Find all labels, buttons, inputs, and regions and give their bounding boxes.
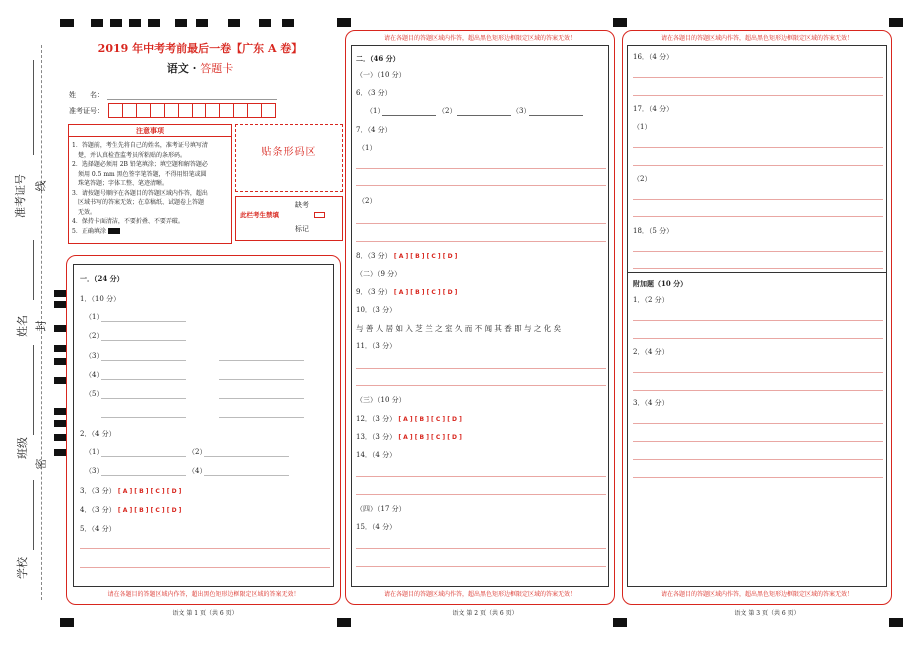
notice-line: 2．选择题必须用 2B 铅笔填涂；填空题和解答题必 <box>72 161 208 168</box>
section-two: 二．（46 分） <box>356 54 400 63</box>
q8-options[interactable]: [ A ] [ B ] [ C ] [ D ] <box>393 253 458 260</box>
reg-mark <box>259 19 271 27</box>
subtitle <box>80 60 320 76</box>
subtitle-subject: 语文 · <box>166 62 201 75</box>
answer-line <box>633 95 883 96</box>
reg-mark <box>54 301 66 308</box>
answer-line <box>219 417 304 418</box>
notice-box <box>68 124 232 244</box>
answer-line <box>356 185 606 186</box>
answer-line <box>633 390 883 391</box>
q4-options[interactable]: [ A ] [ B ] [ C ] [ D ] <box>117 507 182 514</box>
q12: 12．（3 分） [ A ] [ B ] [ C ] [ D ] <box>356 415 462 423</box>
q2: 2．（4 分） <box>80 430 116 438</box>
reg-mark <box>54 345 66 352</box>
reg-mark <box>148 19 160 27</box>
answer-line <box>356 223 606 224</box>
q7-p2: （2） <box>358 197 377 205</box>
warning-2: 请在各题目的答题区域内作答，超出黑色矩形边框限定区域的答案无效！ <box>383 591 576 598</box>
q17: 17．（4 分） <box>633 105 674 113</box>
q13: 13．（3 分） [ A ] [ B ] [ C ] [ D ] <box>356 433 462 441</box>
answer-line <box>356 548 606 549</box>
q3-options[interactable]: [ A ] [ B ] [ C ] [ D ] <box>117 488 182 495</box>
q8: 8．（3 分） [ A ] [ B ] [ C ] [ D ] <box>356 252 458 260</box>
reg-mark <box>110 19 122 27</box>
answer-line <box>80 567 330 568</box>
q7-p1: （1） <box>358 144 377 152</box>
q9-options[interactable]: [ A ] [ B ] [ C ] [ D ] <box>393 289 458 296</box>
extra-q1: 1．（2 分） <box>633 296 669 304</box>
q15: 15．（4 分） <box>356 523 397 531</box>
answer-line <box>356 368 606 369</box>
filled-sample <box>108 228 120 234</box>
answer-line <box>80 548 330 549</box>
notice-line: 楚，并认真检查监考员所粘贴的条形码。 <box>72 151 187 159</box>
reg-mark <box>54 420 66 427</box>
answer-line <box>356 566 606 567</box>
answer-line <box>382 115 436 116</box>
reg-mark <box>54 449 66 456</box>
subsection-2: （二）（9 分） <box>356 270 402 278</box>
subsection-1: （一）（10 分） <box>356 71 406 79</box>
reg-mark <box>129 19 141 27</box>
warning-3-top: 请在各题目的答题区域内作答，超出黑色矩形边框限定区域的答案无效！ <box>660 35 853 42</box>
reg-mark <box>196 19 208 27</box>
id-label: 准考证号： <box>69 107 104 115</box>
id-boxes[interactable] <box>108 103 276 118</box>
answer-line <box>204 456 289 457</box>
answer-line <box>529 115 583 116</box>
answer-line <box>633 268 883 269</box>
side-seal-label: 封 <box>34 320 48 332</box>
reg-mark <box>91 19 103 27</box>
answer-line <box>101 398 186 399</box>
answer-line <box>633 441 883 442</box>
reg-mark <box>54 325 66 332</box>
reg-mark <box>54 358 66 365</box>
notice-line: 珠笔答题；字体工整、笔迹清晰。 <box>72 180 169 187</box>
barcode-area <box>235 124 343 192</box>
q6-p3: （3） <box>512 107 531 115</box>
q2-p1: （1） <box>85 448 104 456</box>
q16: 16．（4 分） <box>633 53 674 61</box>
q9: 9．（3 分） [ A ] [ B ] [ C ] [ D ] <box>356 288 458 296</box>
side-school-label: 学校 <box>16 557 29 579</box>
notice-line: 须用 0.5 mm 黑色签字笔答题，不得用铅笔或圆 <box>72 170 207 178</box>
answer-line <box>633 320 883 321</box>
section-divider <box>627 272 887 273</box>
answer-line <box>101 360 186 361</box>
notice-line: 无效。 <box>72 208 97 216</box>
answer-line <box>101 417 186 418</box>
answer-line <box>633 199 883 200</box>
answer-line <box>101 340 186 341</box>
q17-p2: （2） <box>633 175 652 183</box>
notice-line: 5．正确填涂 <box>72 227 231 237</box>
extra-section: 附加题（10 分） <box>633 279 688 288</box>
answer-box-1 <box>73 264 334 587</box>
absent-checkbox[interactable] <box>314 212 325 218</box>
q18: 18．（5 分） <box>633 227 674 235</box>
answer-line <box>204 475 289 476</box>
answer-box-3 <box>627 45 887 587</box>
absent-label: 缺考 <box>295 201 309 209</box>
q2-p4: （4） <box>188 467 207 475</box>
q14: 14．（4 分） <box>356 451 397 459</box>
notice-line: 区域书写的答案无效；在草稿纸、试题卷上答题 <box>72 199 205 206</box>
reg-mark <box>613 18 627 27</box>
side-underline <box>33 240 34 300</box>
warning-1: 请在各题目的答题区域内作答，超出黑色矩形边框限定区域的答案无效！ <box>107 591 300 598</box>
reg-mark <box>175 19 187 27</box>
reg-mark <box>889 18 903 27</box>
notice-line: 3．请按题号顺序在各题目的答题区域内作答，超出 <box>72 189 208 197</box>
answer-line <box>356 385 606 386</box>
page-title: 2019 年中考考前最后一卷【广东 A 卷】 <box>97 42 303 55</box>
q1-p4: （4） <box>85 371 104 379</box>
reg-mark <box>889 618 903 627</box>
answer-line <box>633 216 883 217</box>
subsection-3: （三）（10 分） <box>356 396 406 404</box>
answer-line <box>219 379 304 380</box>
q10-text: 与 善 人 居 如 入 芝 兰 之 室 久 而 不 闻 其 香 即 与 之 化 矣 <box>356 324 562 333</box>
q7: 7．（4 分） <box>356 126 392 134</box>
q11: 11．（3 分） <box>356 342 397 350</box>
side-underline <box>33 480 34 550</box>
subsection-4: （四）（17 分） <box>356 505 406 513</box>
answer-line <box>633 165 883 166</box>
side-class-label: 班级 <box>16 437 29 459</box>
reg-mark <box>228 19 240 27</box>
reg-mark <box>337 618 351 627</box>
reg-mark <box>613 618 627 627</box>
answer-line <box>219 398 304 399</box>
answer-line <box>633 423 883 424</box>
q1-p1: （1） <box>85 313 104 321</box>
absent-label-b: 标记 <box>295 225 309 233</box>
answer-line <box>356 241 606 242</box>
notice-line: 4．保持卡面清洁，不要折叠、不要弄破。 <box>72 218 184 225</box>
reg-mark <box>54 290 66 297</box>
answer-line <box>633 77 883 78</box>
answer-line <box>633 477 883 478</box>
answer-line <box>633 459 883 460</box>
side-line-label: 线 <box>34 180 48 192</box>
side-underline <box>33 345 34 435</box>
q6-p2: （2） <box>438 107 457 115</box>
warning-3: 请在各题目的答题区域内作答，超出黑色矩形边框限定区域的答案无效！ <box>660 591 853 598</box>
footer-page-2: 语文 第 2 页（共 6 页） <box>452 610 518 617</box>
reg-mark <box>337 18 351 27</box>
q1-p2: （2） <box>85 332 104 340</box>
answer-line <box>457 115 511 116</box>
answer-line <box>101 379 186 380</box>
answer-line <box>356 168 606 169</box>
absent-note: 此栏考生禁填 <box>240 211 279 219</box>
extra-q3: 3．（4 分） <box>633 399 669 407</box>
answer-line <box>356 494 606 495</box>
q2-p2: （2） <box>188 448 207 456</box>
reg-mark <box>54 408 66 415</box>
q12-options[interactable]: [ A ] [ B ] [ C ] [ D ] <box>398 416 462 423</box>
side-name-label: 姓名 <box>16 315 29 337</box>
barcode-label: 贴条形码区 <box>261 147 317 158</box>
name-field[interactable] <box>107 99 277 100</box>
section-one: 一．（24 分） <box>80 274 124 283</box>
q5: 5．（4 分） <box>80 525 116 533</box>
q2-p3: （3） <box>85 467 104 475</box>
answer-line <box>356 476 606 477</box>
q13-options[interactable]: [ A ] [ B ] [ C ] [ D ] <box>398 434 462 441</box>
extra-q2: 2．（4 分） <box>633 348 669 356</box>
subtitle-card: 答题卡 <box>200 62 234 75</box>
reg-mark <box>282 19 294 27</box>
reg-mark <box>60 19 74 27</box>
answer-line <box>633 251 883 252</box>
answer-line <box>101 475 186 476</box>
q1-p3: （3） <box>85 352 104 360</box>
answer-line <box>633 372 883 373</box>
notice-title: 注意事项 <box>69 125 231 137</box>
answer-line <box>101 321 186 322</box>
q1: 1．（10 分） <box>80 295 121 303</box>
answer-line <box>219 360 304 361</box>
name-label: 姓 名： <box>69 91 104 99</box>
q1-p5: （5） <box>85 390 104 398</box>
footer-page-3: 语文 第 3 页（共 6 页） <box>734 610 800 617</box>
answer-line <box>101 456 186 457</box>
answer-line <box>633 147 883 148</box>
side-id-label: 准考证号 <box>14 174 27 218</box>
reg-mark <box>54 377 66 384</box>
q6-p1: （1） <box>366 107 385 115</box>
q17-p1: （1） <box>633 123 652 131</box>
q4: 4．（3 分） [ A ] [ B ] [ C ] [ D ] <box>80 506 182 514</box>
answer-line <box>633 338 883 339</box>
notice-line: 1．答题前，考生先将自己的姓名，准考证号填写清 <box>72 142 208 149</box>
reg-mark <box>60 618 74 627</box>
warning-2-top: 请在各题目的答题区域内作答，超出黑色矩形边框限定区域的答案无效！ <box>383 35 576 42</box>
footer-page-1: 语文 第 1 页（共 6 页） <box>172 610 238 617</box>
q6: 6．（3 分） <box>356 89 392 97</box>
side-underline <box>33 60 34 155</box>
reg-mark <box>54 434 66 441</box>
q10: 10．（3 分） <box>356 306 397 314</box>
q3: 3．（3 分） [ A ] [ B ] [ C ] [ D ] <box>80 487 182 495</box>
side-close-label: 密 <box>34 458 48 470</box>
